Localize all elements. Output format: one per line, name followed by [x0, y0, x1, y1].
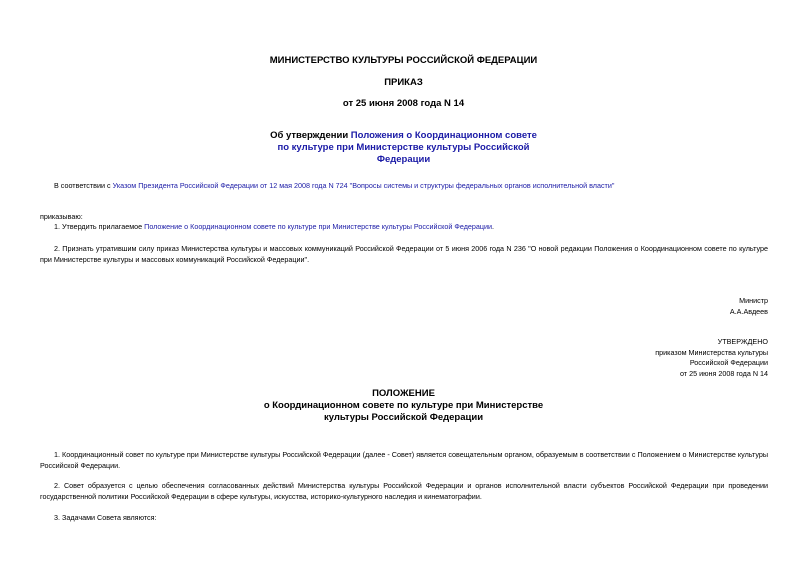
approval-line-4: от 25 июня 2008 года N 14	[679, 368, 768, 378]
ministry-heading: МИНИСТЕРСТВО КУЛЬТУРЫ РОССИЙСКОЙ ФЕДЕРАЦИИ	[269, 55, 538, 66]
doc-title	[0, 130, 807, 166]
order-prikazyvayu: приказываю:	[40, 212, 83, 221]
approval-line-3: Российской Федерации	[689, 358, 768, 367]
doc-date-number: от 25 июня 2008 года N 14	[342, 98, 465, 109]
order-item-1-prefix: 1. Утвердить прилагаемое	[54, 222, 145, 231]
approval-block	[655, 337, 768, 379]
regulation-subtitle-1: о Координационном совете по культуре при Министерстве	[263, 400, 544, 411]
regulation-title: ПОЛОЖЕНИЕ	[372, 388, 435, 399]
regulation-title-link-2[interactable]: по культуре при Министерстве культуры Российской	[277, 142, 530, 153]
regulation-paragraph-2: 2. Совет образуется с целью обеспечения согласованных действий Министерства культуры Российской Федерации и органов исполнительной власти субъектов Российской Федерации при проведении государственной политики Российской Федерации в сфере культуры, искусства, историко-культурного наследия и кинематографии.	[40, 481, 768, 501]
regulation-title-link-3[interactable]: Федерации	[376, 154, 431, 165]
signature-position: Министр	[739, 296, 768, 305]
regulation-paragraph-1: 1. Координационный совет по культуре при Министерстве культуры Российской Федерации (далее - Совет) является совещательным органом, образуемым в соответствии с Положением о Министерстве культуры Российской Федерации.	[40, 450, 768, 470]
order-item-2: 2. Признать утратившим силу приказ Министерства культуры и массовых коммуникаций Российской Федерации от 5 июня 2006 года N 236 "О новой редакции Положения о Координационном совете по культуре при Министерстве культуры и массовых коммуникаций Российской Федерации".	[40, 244, 768, 264]
presidential-decree-link[interactable]: Указом Президента Российской Федерации от 12 мая 2008 года N 724 "Вопросы системы и структуры федеральных органов исполнительной власти"	[112, 181, 615, 190]
order-item-1-suffix: .	[492, 222, 495, 231]
approval-line-2: приказом Министерства культуры	[655, 347, 768, 357]
regulation-subtitle-2: культуры Российской Федерации	[323, 412, 484, 423]
doc-title-prefix: Об утверждении	[270, 130, 351, 141]
order-item-1	[40, 222, 768, 233]
doc-type-heading: ПРИКАЗ	[384, 77, 423, 88]
preamble	[40, 181, 768, 192]
approval-line-1: УТВЕРЖДЕНО	[717, 337, 768, 346]
regulation-paragraph-3: 3. Задачами Совета являются:	[54, 513, 157, 522]
regulation-link[interactable]: Положение о Координационном совете по культуре при Министерстве культуры Российской Федерации	[144, 222, 493, 231]
regulation-heading	[0, 388, 807, 424]
signature-block	[730, 296, 768, 317]
signature-name: А.А.Авдеев	[729, 306, 768, 316]
preamble-prefix: В соответствии с	[54, 181, 113, 190]
regulation-title-link-1[interactable]: Положения о Координационном совете	[350, 130, 537, 141]
